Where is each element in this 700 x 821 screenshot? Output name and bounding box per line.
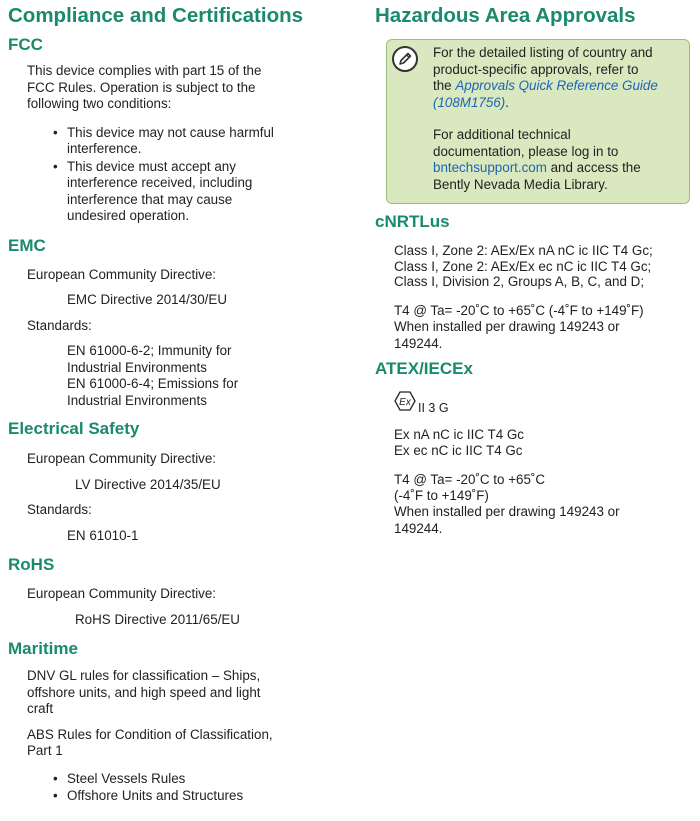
electrical-directive-label: European Community Directive:	[27, 451, 217, 466]
ex-symbol-text: Ex	[399, 397, 411, 408]
approvals-column	[375, 0, 695, 30]
abs-rules: ABS Rules for Condition of Classification, Part 1	[27, 726, 273, 758]
atex-section	[375, 357, 695, 537]
list-item: • Steel Vessels Rules	[67, 771, 356, 788]
electrical-standards-label: Standards:	[27, 502, 92, 517]
emc-standards: EN 61000-6-2; Immunity for Industrial Environments EN 61000-6-4; Emissions for Industrial Environments	[67, 343, 239, 408]
atex-install: When installed per drawing 149243 or	[394, 504, 620, 520]
fcc-intro-line: following two conditions:	[27, 96, 172, 111]
list-item: • Offshore Units and Structures	[67, 788, 356, 805]
cnrtlus-install: 149244.	[394, 335, 443, 351]
electrical-directive: LV Directive 2014/35/EU	[75, 476, 221, 492]
cnrtlus-install: When installed per drawing 149243 or	[394, 319, 620, 334]
pencil-note-icon	[392, 46, 418, 72]
ex-hexagon-icon	[394, 391, 416, 418]
fcc-intro-line: This device complies with part 15 of the	[27, 63, 262, 78]
atex-heading: ATEX/IECEx	[375, 359, 473, 378]
rohs-heading: RoHS	[8, 555, 55, 574]
list-item: • This device must accept any interference received, including interference that may cause undesired operation.	[67, 159, 356, 225]
emc-directive-label: European Community Directive:	[27, 266, 217, 282]
abs-rules-list	[8, 771, 356, 805]
atex-temperature: T4 @ Ta= -20˚C to +65˚C (-4˚F to +149˚F)	[394, 472, 546, 503]
compliance-column	[8, 0, 356, 805]
list-item: • This device may not cause harmful interference.	[67, 125, 356, 158]
emc-standards-label: Standards:	[27, 317, 92, 333]
page-title: Compliance and Certifications	[8, 4, 304, 27]
support-site-link[interactable]: bntechsupport.com	[433, 160, 547, 175]
emc-heading: EMC	[8, 235, 46, 255]
section-title: Hazardous Area Approvals	[375, 4, 636, 27]
fcc-heading: FCC	[8, 35, 43, 54]
cnrtlus-classes: Class I, Zone 2: AEx/Ex nA nC ic IIC T4 Gc; Class I, Zone 2: AEx/Ex ec nC ic IIC T4 Gc; Class I, Division 2, Groups A, B, C, and D;	[394, 243, 653, 289]
electrical-standard: EN 61010-1	[67, 527, 139, 543]
note-text: For the detailed listing of country and product-specific approvals, refer to the Approvals Quick Reference Guide (108M1756). For additional technical documentation, please log in to bntechsupport.com and access the Bently Nevada Media Library.	[433, 45, 658, 192]
rohs-directive: RoHS Directive 2011/65/EU	[75, 611, 240, 627]
fcc-intro-line: FCC Rules. Operation is subject to the	[27, 79, 256, 95]
note-box	[386, 39, 690, 204]
cnrtlus-temperature: T4 @ Ta= -20˚C to +65˚C (-4˚F to +149˚F)	[394, 302, 644, 318]
atex-install: 149244.	[394, 520, 443, 536]
atex-category: II 3 G	[418, 401, 449, 416]
maritime-heading: Maritime	[8, 639, 78, 658]
atex-codes: Ex nA nC ic IIC T4 Gc Ex ec nC ic IIC T4 Gc	[394, 427, 524, 458]
cnrtlus-section	[375, 210, 695, 352]
approvals-guide-number-link[interactable]: (108M1756)	[433, 94, 506, 110]
emc-directive: EMC Directive 2014/30/EU	[67, 292, 228, 307]
electrical-safety-heading: Electrical Safety	[8, 419, 140, 438]
rohs-directive-label: European Community Directive:	[27, 586, 217, 601]
approvals-guide-link[interactable]: Approvals Quick Reference Guide	[455, 78, 658, 93]
fcc-conditions-list	[8, 125, 356, 225]
dnv-rules: DNV GL rules for classification – Ships, offshore units, and high speed and light craft	[27, 668, 261, 716]
cnrtlus-heading: cNRTLus	[375, 212, 450, 231]
